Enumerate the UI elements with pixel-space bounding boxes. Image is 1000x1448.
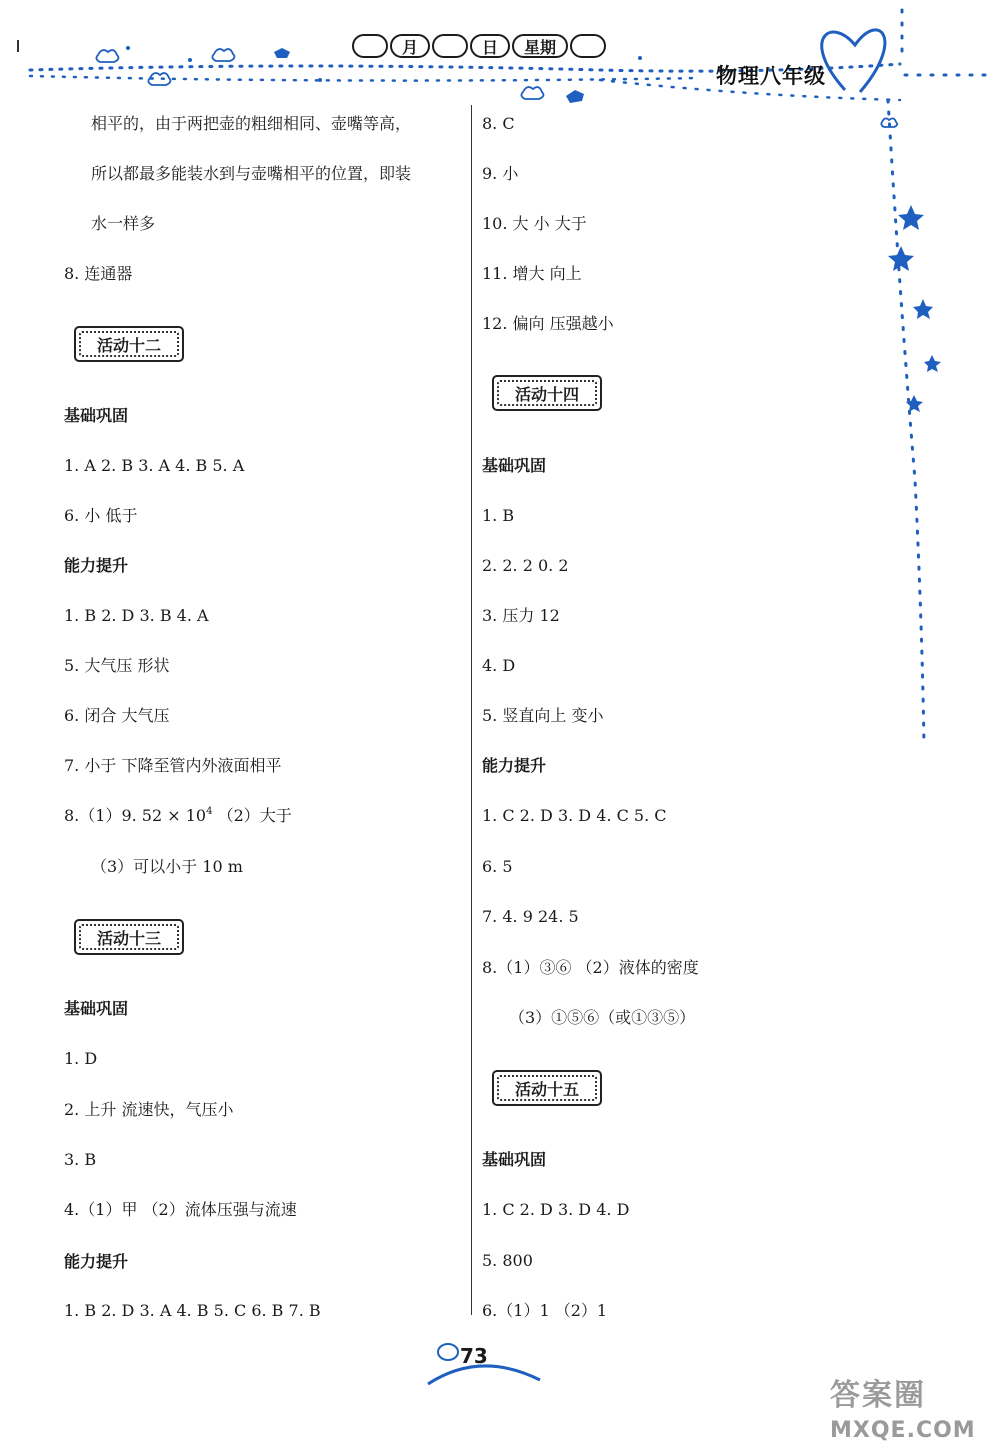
date-box-month: 月 [390,34,430,58]
answer-continuation: 水一样多 [91,214,156,233]
answer-line: 11. 增大 向上 [482,264,582,283]
subsection-title: 能力提升 [64,1252,129,1271]
answer-line: 1. D [64,1049,98,1068]
answer-line: 7. 小于 下降至管内外液面相平 [64,756,282,775]
subsection-title: 基础巩固 [482,456,547,475]
subsection-title: 基础巩固 [64,999,129,1018]
answer-line: 12. 偏向 压强越小 [482,314,614,333]
watermark [830,1370,976,1443]
answer-line: 6. 小 低于 [64,506,138,525]
page-number: 73 [460,1344,488,1368]
section-heading-label: 活动十四 [497,380,597,406]
date-boxes [352,34,606,58]
answer-line: 1. A 2. B 3. A 4. B 5. A [64,456,245,475]
subsection-title: 基础巩固 [64,406,129,425]
subject-title: 物理八年级 [716,64,826,88]
answer-line: 1. B 2. D 3. B 4. A [64,606,209,625]
answer-line: 10. 大 小 大于 [482,214,587,233]
answer-line: 5. 大气压 形状 [64,656,170,675]
watermark-url: MXQE.COM [830,1418,976,1443]
answer-line: 2. 2. 2 0. 2 [482,556,569,575]
answer-line: 5. 800 [482,1251,533,1270]
answer-line: 3. B [64,1150,97,1169]
section-heading-label: 活动十二 [79,331,179,357]
answer-line: 7. 4. 9 24. 5 [482,907,579,926]
answer-line: 8.（1）③⑥ （2）液体的密度 [482,958,699,977]
answer-line: 6. 5 [482,857,513,876]
subsection-title: 能力提升 [482,756,547,775]
answer-line: （3）可以小于 10 m [91,857,243,876]
answer-line: （3）①⑤⑥（或①③⑤） [509,1008,696,1027]
date-box-blank [432,34,468,58]
section-heading-activity-12 [74,326,184,362]
answer-text: 8.（1）9. 52 × 10 [64,806,207,825]
answer-line: 4. D [482,656,516,675]
date-box-blank [352,34,388,58]
answer-line: 1. B [482,506,515,525]
date-box-day: 日 [470,34,510,58]
answer-continuation: 所以都最多能装水到与壶嘴相平的位置，即装 [91,164,412,183]
answer-line: 5. 竖直向上 变小 [482,706,604,725]
subsection-title: 能力提升 [64,556,129,575]
answer-line-with-exponent [64,805,292,827]
subsection-title: 基础巩固 [482,1150,547,1169]
answer-line: 1. B 2. D 3. A 4. B 5. C 6. B 7. B [64,1301,321,1320]
answer-line: 2. 上升 流速快，气压小 [64,1100,234,1119]
answer-line: 6.（1）1 （2）1 [482,1301,608,1320]
answer-line: 9. 小 [482,164,519,183]
answer-line: 1. C 2. D 3. D 4. D [482,1200,630,1219]
section-heading-activity-15 [492,1070,602,1106]
date-box-blank [570,34,606,58]
answer-line: 4.（1）甲 （2）流体压强与流速 [64,1200,297,1219]
answer-continuation: 相平的，由于两把壶的粗细相同、壶嘴等高， [91,114,412,133]
column-divider [471,105,472,1315]
watermark-title: 答案圈 [830,1378,926,1413]
exponent: 4 [206,806,213,817]
answer-line: 1. C 2. D 3. D 4. C 5. C [482,806,667,825]
answer-line: 8. 连通器 [64,264,133,283]
answer-line: 3. 压力 12 [482,606,560,625]
date-box-weekday: 星期 [512,34,568,58]
section-heading-label: 活动十五 [497,1075,597,1101]
answer-text: （2）大于 [212,806,292,825]
section-heading-activity-13 [74,919,184,955]
section-heading-label: 活动十三 [79,924,179,950]
answer-line: 6. 闭合 大气压 [64,706,170,725]
section-heading-activity-14 [492,375,602,411]
answer-line: 8. C [482,114,515,133]
